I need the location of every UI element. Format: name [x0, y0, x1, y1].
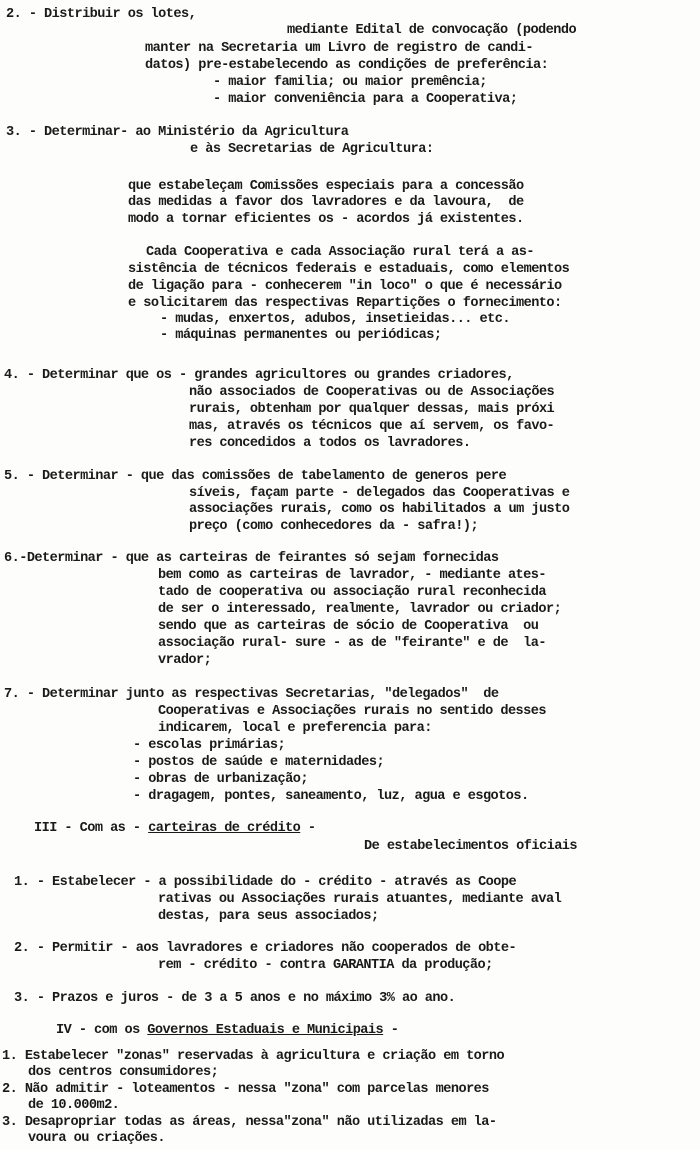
text-line: 2. Não admitir - loteamentos - nessa "zona" com parcelas menores — [2, 1082, 489, 1097]
underlined-text: carteiras de crédito — [148, 821, 301, 836]
text-line: 1. - Estabelecer - a possibilidade do - crédito - através as Coope — [14, 875, 517, 890]
text-line: - obras de urbanização; — [133, 772, 308, 787]
text-line: 1. Estabelecer "zonas" reservadas à agricultura e criação em torno — [2, 1049, 505, 1064]
text-line: res concedidos a todos os lavradores. — [189, 436, 471, 451]
text-line: 7. - Determinar junto as respectivas Secretarias, "delegados" de — [4, 687, 499, 702]
text-line: modo a tornar eficientes os - acordos já existentes. — [128, 212, 524, 227]
text-line: rem - crédito - contra GARANTIA da produção; — [158, 958, 493, 973]
text-line: de ser o interessado, realmente, lavrador ou criador; — [158, 602, 562, 617]
text-line: sistência de técnicos federais e estaduais, como elementos — [128, 262, 570, 277]
text-line: e às Secretarias de Agricultura: — [190, 142, 434, 157]
text-line: vrador; — [158, 653, 212, 668]
text-line: rurais, obtenham por qualquer dessas, mais próxi — [189, 402, 555, 417]
text-line: de 10.000m2. — [28, 1098, 120, 1113]
text-line: dos centros consumidores; — [28, 1065, 219, 1080]
text-line: que estabeleçam Comissões especiais para a concessão — [128, 179, 524, 194]
section-heading-credit: III - Com as - carteiras de crédito - — [34, 821, 316, 836]
text-line: - mudas, enxertos, adubos, insetieidas... etc. — [160, 312, 510, 327]
text-line: sendo que as carteiras de sócio de Cooperativa ou — [158, 619, 539, 634]
text-line: - postos de saúde e maternidades; — [133, 755, 385, 770]
text-line: 2. - Distribuir os lotes, — [6, 7, 197, 22]
text-line: 3. Desapropriar todas as áreas, nessa"zona" não utilizadas em la- — [2, 1115, 497, 1130]
text-line: indicarem, local e preferencia para: — [158, 721, 432, 736]
text-line: - dragagem, pontes, saneamento, luz, agua e esgotos. — [133, 789, 529, 804]
text-line: associação rural- sure - as de "feirante" e de la- — [158, 636, 546, 651]
text-line: - maior conveniência para a Cooperativa; — [213, 92, 518, 107]
text-line: síveis, façam parte - delegados das Cooperativas e — [189, 486, 570, 501]
text-line: - máquinas permanentes ou periódicas; — [160, 328, 442, 343]
text-line: 3. - Prazos e juros - de 3 a 5 anos e no máximo 3% ao ano. — [14, 991, 456, 1006]
text-line: tado de cooperativa ou associação rural reconhecida — [158, 585, 546, 600]
text-line: rativas ou Associações rurais atuantes, mediante aval — [158, 892, 562, 907]
text-line: bem como as carteiras de lavrador, - mediante ates- — [158, 568, 546, 583]
text-line: - escolas primárias; — [133, 738, 286, 753]
text-line: destas, para seus associados; — [158, 909, 379, 924]
text-line: Cooperativas e Associações rurais no sentido desses — [158, 704, 546, 719]
text-line: Cada Cooperativa e cada Associação rural terá a as- — [146, 245, 534, 260]
underlined-text: Governos Estaduais e Municipais — [147, 1023, 384, 1038]
text-line: datos) pre-estabelecendo as condições de preferência: — [145, 58, 549, 73]
text-line: não associados de Cooperativas ou de Associações — [189, 385, 555, 400]
text-line: mas, através os técnicos que aí servem, os favo- — [189, 419, 555, 434]
text-line: 6.-Determinar - que as carteiras de feirantes só sejam fornecidas — [4, 551, 499, 566]
text-line: voura ou criações. — [28, 1131, 165, 1146]
text-line: 2. - Permitir - aos lavradores e criadores não cooperados de obte- — [14, 941, 517, 956]
text-line: 5. - Determinar - que das comissões de tabelamento de generos pere — [4, 469, 507, 484]
text-line: De estabelecimentos oficiais — [364, 839, 578, 854]
text-line: das medidas a favor dos lavradores e da lavoura, de — [128, 195, 524, 210]
text-line: 3. - Determinar- ao Ministério da Agricultura — [6, 125, 349, 140]
text-line: manter na Secretaria um Livro de registro de candi- — [145, 41, 533, 56]
text-line: - maior familia; ou maior premência; — [213, 75, 487, 90]
text-line: e solicitarem das respectivas Repartições o fornecimento: — [128, 296, 562, 311]
text-line: mediante Edital de convocação (podendo — [287, 23, 577, 38]
text-line: associações rurais, como os habilitados a um justo — [189, 502, 570, 517]
text-line: de ligação para - conhecerem "in loco" o que é necessário — [128, 279, 562, 294]
section-heading-governments: IV - com os Governos Estaduais e Municipais - — [56, 1023, 399, 1038]
text-line: 4. - Determinar que os - grandes agricultores ou grandes criadores, — [4, 368, 514, 383]
text-line: preço (como conhecedores da - safra!); — [189, 519, 479, 534]
